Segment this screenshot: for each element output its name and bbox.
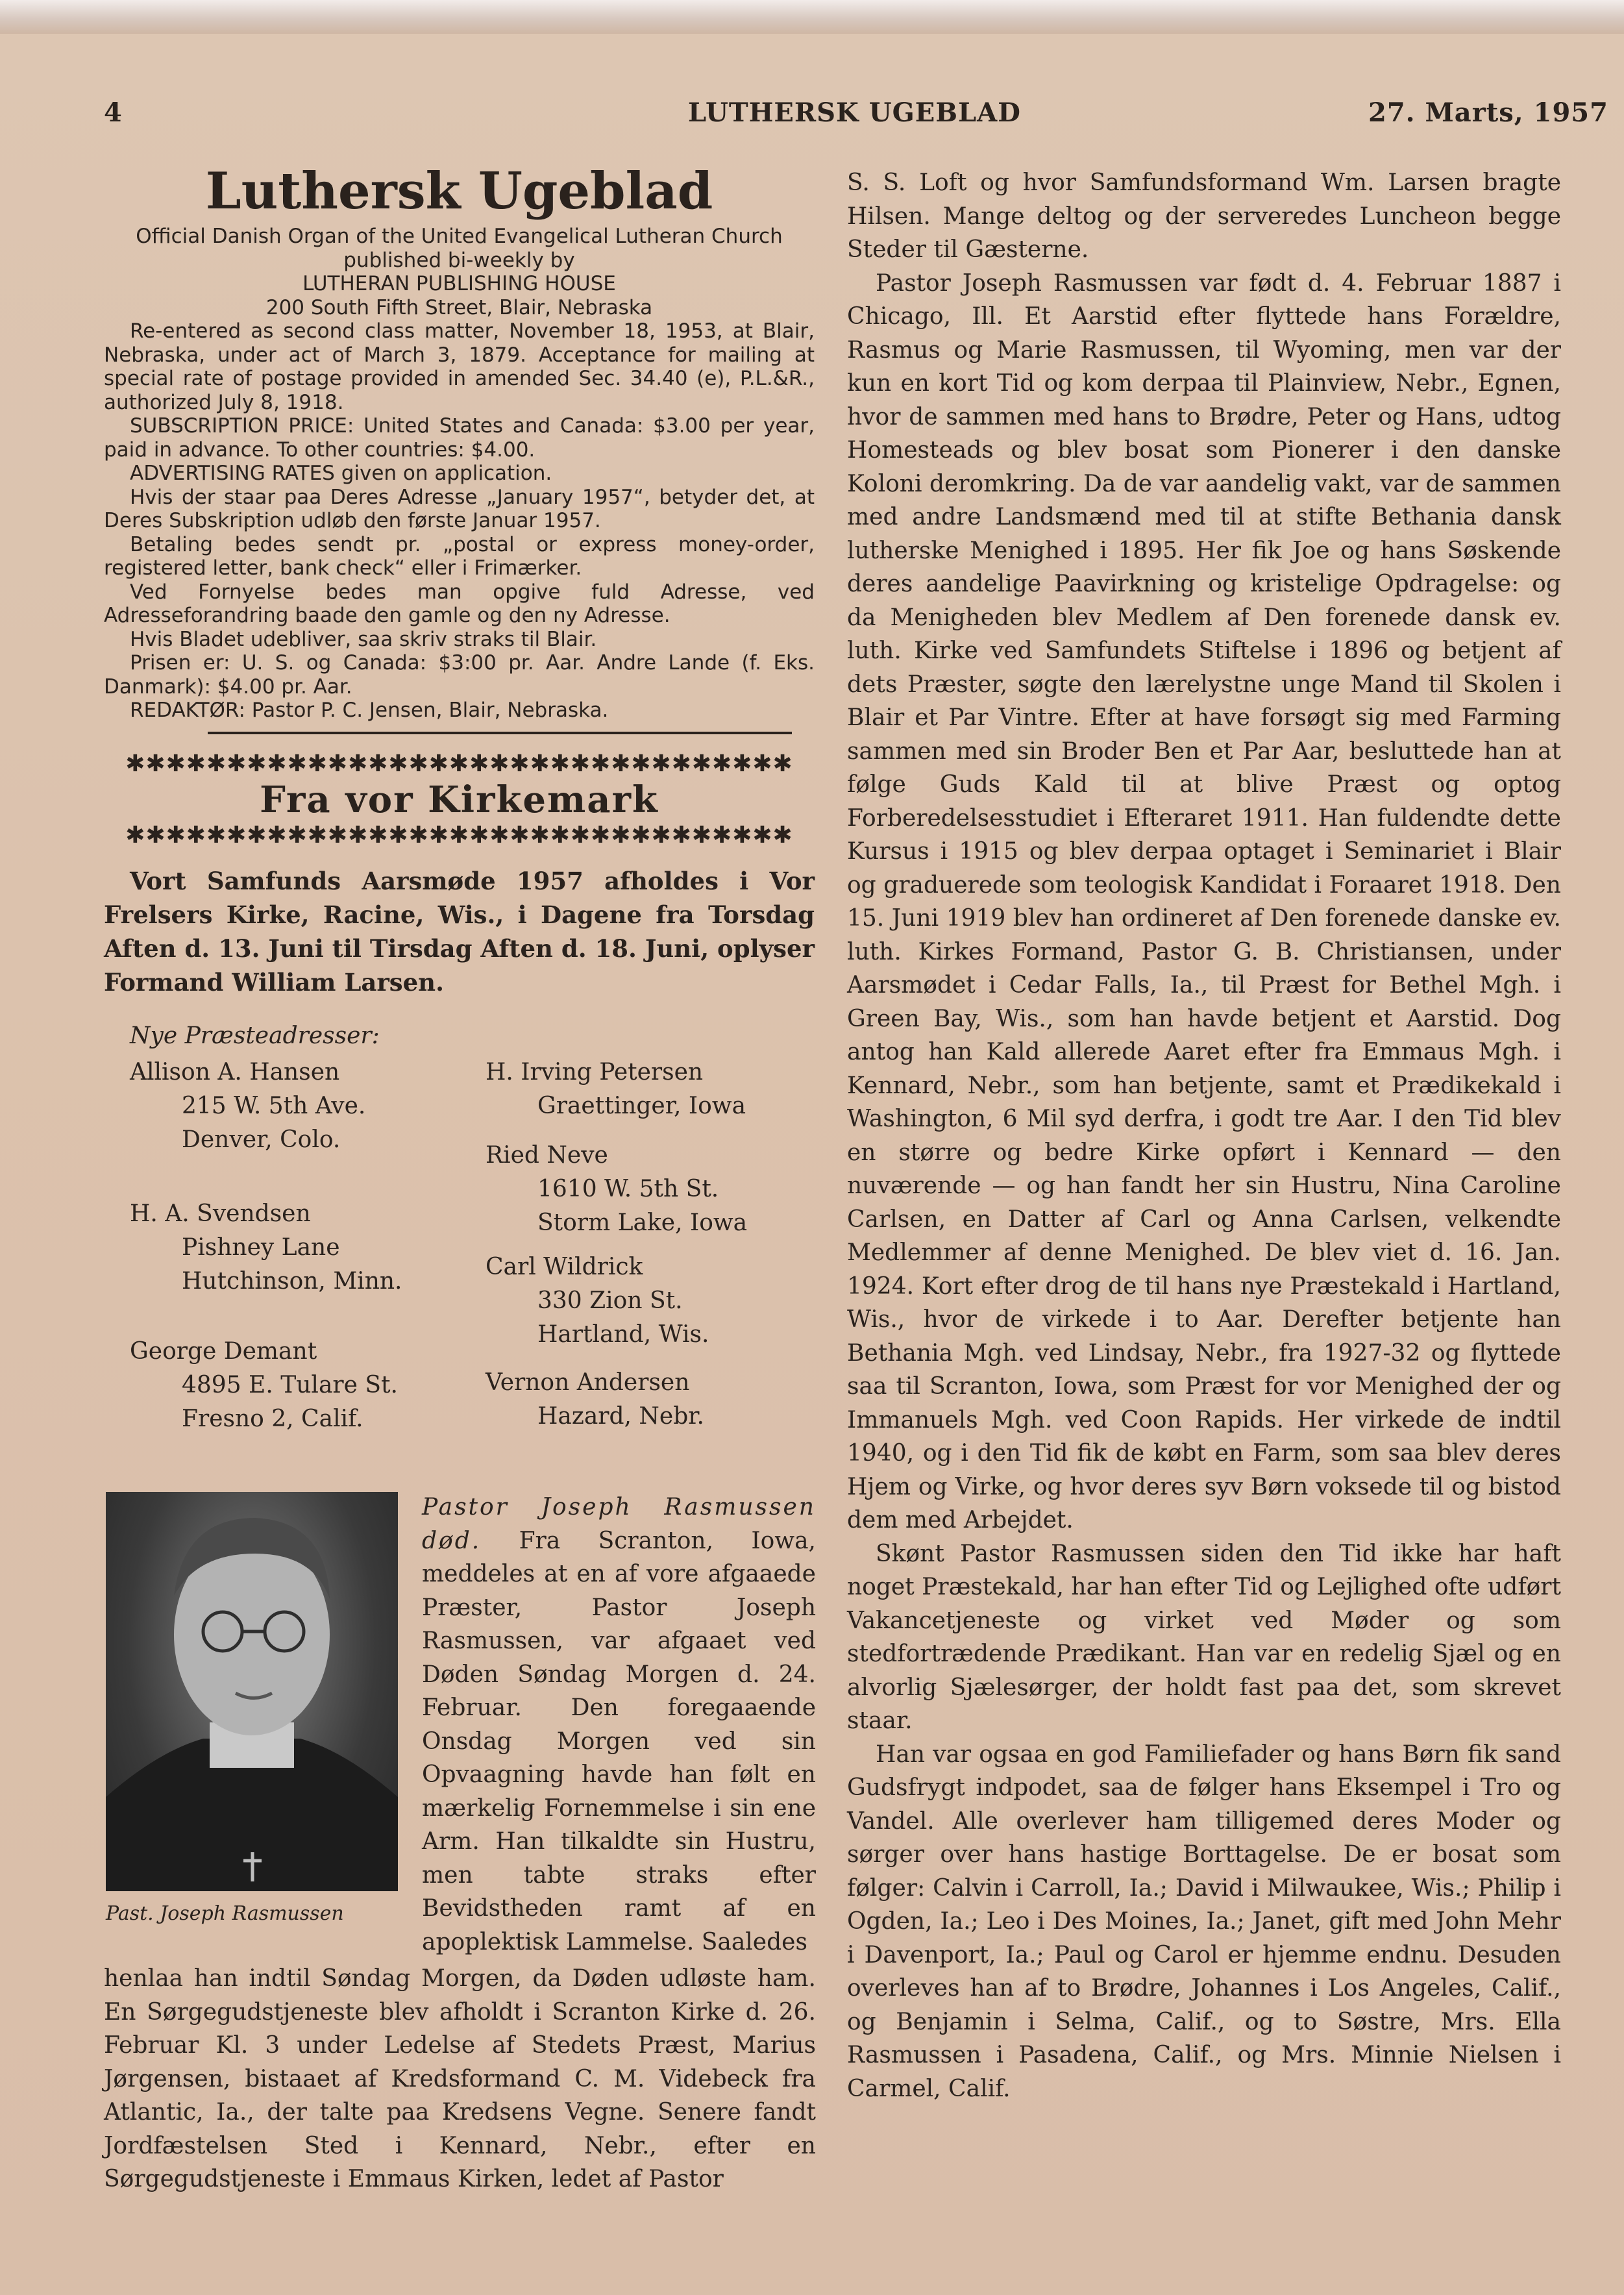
address-entry	[486, 1366, 704, 1433]
publisher-name: LUTHERAN PUBLISHING HOUSE	[302, 272, 616, 295]
obituary-continued	[104, 1962, 816, 2196]
left-column	[104, 162, 815, 1478]
addresses-heading: Nye Præsteadresser:	[130, 1022, 380, 1049]
pastor-name: Ried Neve	[486, 1141, 608, 1169]
masthead-paragraph: SUBSCRIPTION PRICE: United States and Canada: $3.00 per year, paid in advance. To other countries: $4.00.	[104, 414, 815, 462]
masthead-paragraph: Ved Fornyelse bedes man opgive fuld Adresse, ved Adresseforandring baade den gamle og den ny Adresse.	[104, 580, 815, 627]
address-entry	[130, 1197, 402, 1298]
section-title: Fra vor Kirkemark	[260, 778, 659, 821]
obituary-column	[422, 1491, 816, 1959]
masthead-paragraph: Hvis Bladet udebliver, saa skriv straks til Blair.	[130, 627, 597, 651]
pastor-name: H. Irving Petersen	[486, 1058, 704, 1085]
article-paragraph: Skønt Pastor Rasmussen siden den Tid ikke har haft noget Præstekald, har han efter Tid og Lejlighed ofte udført Vakancetjeneste og virket ved Møder og som stedfortrædende Prædikant. Han var en redelig Sjæl og en alvorlig Sjælesørger, der holdt fast paa det, som skrevet staar.	[847, 1540, 1561, 1734]
address-entry	[486, 1139, 747, 1240]
obituary-text: henlaa han indtil Søndag Morgen, da Døden udløste ham. En Sørgegudstjeneste blev afholdt i Scranton Kirke d. 26. Februar Kl. 3 under Ledelse af Stedets Præst, Marius Jørgensen, bistaaet af Kredsformand C. M. Videbeck fra Atlantic, Ia., der talte paa Kredsens Vegne. Senere fandt Jordfæstelsen Sted i Kennard, Nebr., efter en Sørgegudstjeneste i Emmaus Kirken, ledet af Pastor	[104, 1965, 816, 2192]
pastor-name: Carl Wildrick	[486, 1253, 643, 1280]
address-line: 330 Zion St.	[537, 1287, 683, 1314]
editor-line: REDAKTØR: Pastor P. C. Jensen, Blair, Nebraska.	[130, 699, 609, 722]
star-divider: ✱✱✱✱✱✱✱✱✱✱✱✱✱✱✱✱✱✱✱✱✱✱✱✱✱✱✱✱✱✱✱✱✱	[125, 822, 793, 849]
masthead-line: Official Danish Organ of the United Evangelical Lutheran Church published bi-weekly by	[136, 225, 783, 272]
masthead-paragraph: Prisen er: U. S. og Canada: $3:00 pr. Aar. Andre Lande (f. Eks. Danmark): $4.00 pr. Aar.	[104, 651, 815, 699]
address-list	[104, 1056, 815, 1478]
article-paragraph: S. S. Loft og hvor Samfundsformand Wm. Larsen bragte Hilsen. Mange deltog og der serveredes Luncheon begge Steder til Gæsterne.	[847, 169, 1561, 263]
pastor-name: Allison A. Hansen	[130, 1058, 340, 1085]
address-line: Pishney Lane	[182, 1234, 340, 1261]
address-line: Fresno 2, Calif.	[182, 1405, 363, 1432]
address-line: Graettinger, Iowa	[537, 1092, 746, 1119]
address-entry	[486, 1056, 746, 1123]
article-paragraph: Pastor Joseph Rasmussen var født d. 4. Februar 1887 i Chicago, Ill. Et Aarstid efter flyttede hans Forældre, Rasmus og Marie Rasmussen, til Wyoming, men var der kun en kort Tid og kom derpaa til Plainview, Nebr., Egnen, hvor de sammen med hans to Brødre, Peter og Hans, udtog Homesteads og blev bosat som Pionerer i den danske Koloni deromkring. Da de var aandelig vakt, var de sammen med andre Landsmænd med til at stifte Bethania dansk lutherske Menighed i 1895. Her fik Joe og hans Søskende deres aandelige Paavirkning og kristelige Opdragelse: og da Menigheden blev Medlem af Den forenede dansk ev. luth. Kirke ved Samfundets Stiftelse i 1896 og betjent af dets Præster, søgte den lærelystne unge Mand til Skolen i Blair et Par Vintre. Efter at have forsøgt sig med Farming sammen med sin Broder Ben et Par Aar, besluttede han at følge Guds Kald til at blive Præst og optog Forberedelsesstudiet i Efteraret 1911. Han fuldendte dette Kursus i 1915 og blev derpaa optaget i Seminariet i Blair og graduerede som teologisk Kandidat i Foraaret 1918. Den 15. Juni 1919 blev han ordineret af Den forenede danske ev. luth. Kirkes Formand, Pastor G. B. Christiansen, under Aarsmødet i Cedar Falls, Ia., til Præst for Bethel Mgh. i Green Bay, Wis., som han havde betjent et Aarstid. Dog antog han Kald allerede Aaret efter fra Emmaus Mgh. i Kennard, Nebr., som han betjente, samt et Prædikekald i Washington, 6 Mil syd derfra, i godt tre Aar. I den Tid blev en større og bedre Kirke opført i Kennard — den nuværende — og han fandt her sin Hustru, Nina Caroline Carlsen, en Datter af Carl og Anna Carlsen, velkendte Medlemmer af denne Menighed. De blev viet d. 16. Jan. 1924. Kort efter drog de til hans nye Præstekald i Hartland, Wis., hvor de virkede i to Aar. Derefter betjente han Bethania Mgh. ved Lindsay, Nebr., fra 1927-32 og flyttede saa til Scranton, Iowa, som Præst for vor Menighed der og Immanuels Mgh. ved Coon Rapids. Her virkede de indtil 1940, og i den Tid fik de købt en Farm, som saa blev deres Hjem og Virke, og hvor deres syv Børn voksede til og bistod dem med Arbejdet.	[847, 269, 1561, 1533]
scan-top-edge	[0, 0, 1624, 34]
address-line: Storm Lake, Iowa	[537, 1209, 748, 1236]
masthead-paragraph: Betaling bedes sendt pr. „postal or express money-order, registered letter, bank check“ eller i Frimærker.	[104, 532, 815, 580]
article-paragraph: Han var ogsaa en god Familiefader og hans Børn fik sand Gudsfrygt indpodet, saa de følger hans Eksempel i Tro og Vandel. Alle overlever ham tilligemed deres Moder og sørger over hans hastige Borttagelse. De er bosat som følger: Calvin i Carroll, Ia.; David i Milwaukee, Wis.; Philip i Ogden, Ia.; Leo i Des Moines, Ia.; Janet, gift med John Mehr i Davenport, Ia.; Paul og Carol er hjemme endnu. Desuden overleves han af to Brødre, Johannes i Los Angeles, Calif., og Benjamin i Selma, Calif., og to Søstre, Mrs. Ella Rasmussen i Pasadena, Calif., og Mrs. Minnie Nielsen i Carmel, Calif.	[847, 1741, 1561, 2102]
photo-caption: Past. Joseph Rasmussen	[106, 1902, 344, 1925]
portrait-illustration	[106, 1492, 398, 1891]
address-line: 215 W. 5th Ave.	[182, 1092, 366, 1119]
address-line: Hazard, Nebr.	[537, 1402, 704, 1430]
masthead-paragraph: Hvis der staar paa Deres Adresse „January 1957“, betyder det, at Deres Subskription udløb den første Januar 1957.	[104, 485, 815, 532]
address-line: Hartland, Wis.	[537, 1321, 709, 1348]
address-entry	[130, 1056, 365, 1157]
address-line: Denver, Colo.	[182, 1126, 341, 1153]
pastor-name: H. A. Svendsen	[130, 1200, 311, 1227]
obituary-text: Fra Scranton, Iowa, meddeles at en af vore afgaaede Præster, Pastor Joseph Rasmussen, var afgaaet ved Døden Søndag Morgen d. 24. Februar. Den foregaaende Onsdag Morgen ved sin Opvaagning havde han følt en mærkelig Fornemmelse i sin ene Arm. Han tilkaldte sin Hustru, men tabte straks efter Bevidstheden ramt af en apoplektisk Lammelse. Saaledes	[422, 1527, 816, 1955]
running-title: LUTHERSK UGEBLAD	[688, 97, 1021, 128]
issue-date: 27. Marts, 1957	[1368, 97, 1608, 128]
pastor-name: Vernon Andersen	[486, 1369, 690, 1396]
page-number: 4	[104, 97, 123, 128]
masthead-rule	[208, 732, 792, 734]
address-entry	[130, 1335, 398, 1436]
pastor-portrait-photo	[106, 1492, 398, 1891]
star-divider: ✱✱✱✱✱✱✱✱✱✱✱✱✱✱✱✱✱✱✱✱✱✱✱✱✱✱✱✱✱✱✱✱✱	[125, 751, 793, 777]
publisher-address: 200 South Fifth Street, Blair, Nebraska	[265, 295, 653, 319]
address-line: Hutchinson, Minn.	[182, 1267, 402, 1295]
masthead-info	[104, 225, 815, 723]
address-entry	[486, 1250, 709, 1352]
pastor-name: George Demant	[130, 1337, 317, 1365]
lead-announcement: Vort Samfunds Aarsmøde 1957 afholdes i Vor Frelsers Kirke, Racine, Wis., i Dagene fra Torsdag Aften d. 13. Juni til Tirsdag Aften d. 18. Juni, oplyser Formand William Larsen.	[104, 866, 815, 997]
masthead-paragraph: ADVERTISING RATES given on application.	[130, 462, 552, 485]
obituary-heading: Pastor Joseph Rasmussen død.	[422, 1494, 816, 1554]
masthead-paragraph: Re-entered as second class matter, November 18, 1953, at Blair, Nebraska, under act of March 3, 1879. Acceptance for mailing at special rate of postage provided in amended Sec. 34.40 (e), P.L.&R., authorized July 8, 1918.	[104, 319, 815, 414]
right-column	[847, 166, 1561, 2105]
address-line: 1610 W. 5th St.	[537, 1175, 719, 1202]
masthead-title: Luthersk Ugeblad	[205, 162, 713, 221]
address-line: 4895 E. Tulare St.	[182, 1371, 398, 1398]
